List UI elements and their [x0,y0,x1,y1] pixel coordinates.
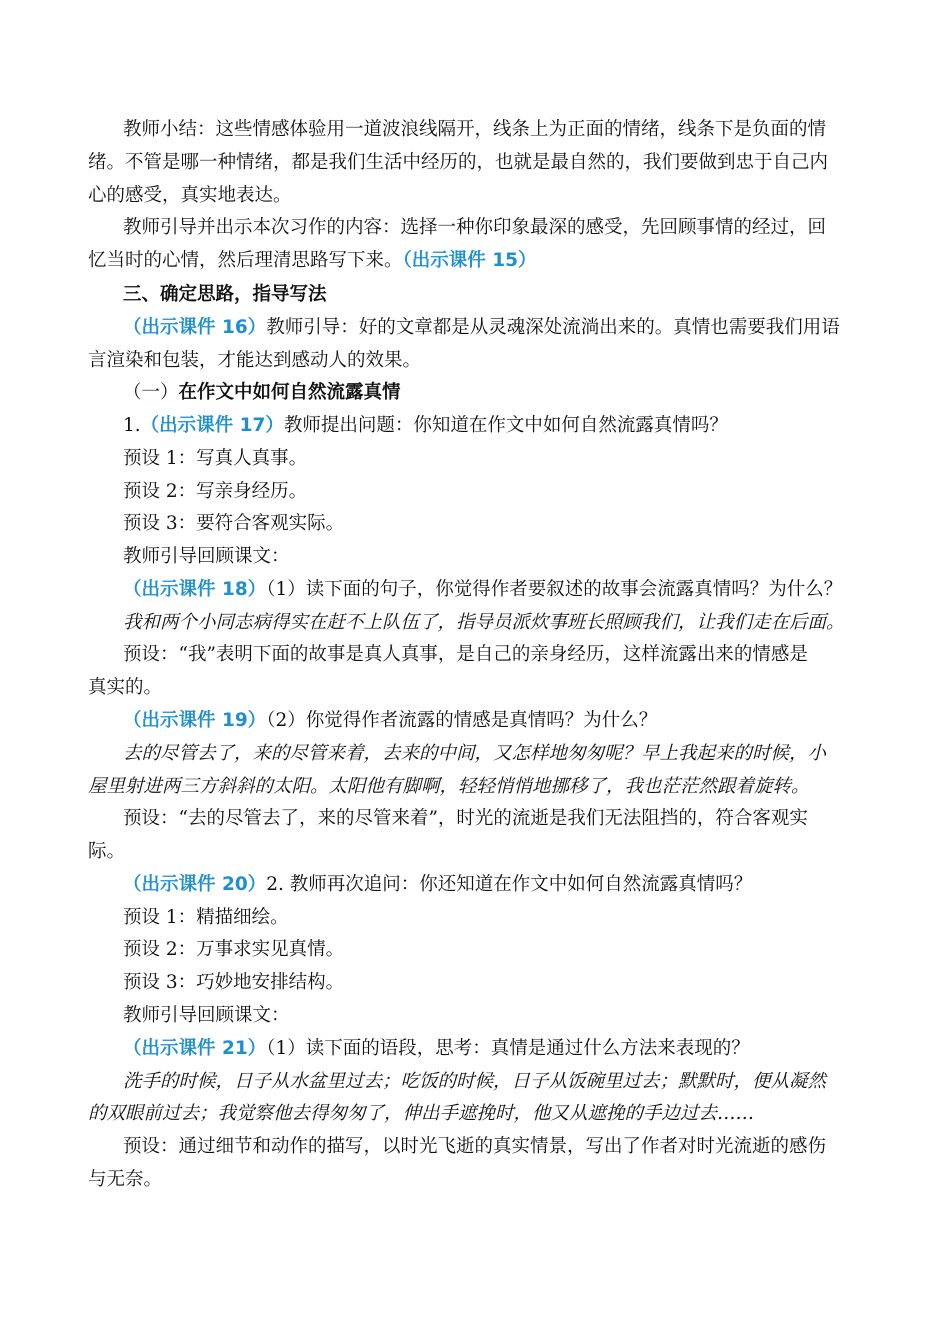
courseware-tag-19: （出示课件 19） [123,710,267,731]
task-line-2 [88,249,868,273]
quote-1: 我和两个小同志病得实在赶不上队伍了，指导员派炊事班长照顾我们，让我们走在后面。 [123,612,845,633]
courseware-tag-20: （出示课件 20） [123,874,267,895]
summary-line-2: 绪。不管是哪一种情绪，都是我们生活中经历的，也就是最自然的，我们要做到忠于自己内 [88,152,829,173]
reading-question-19 [123,709,868,733]
review-prompt-1: 教师引导回顾课文： [123,546,290,567]
review-prompt-2: 教师引导回顾课文： [123,1005,290,1026]
subsection-1-heading [123,381,868,405]
preset-b-2: 预设 2：万事求实见真情。 [123,939,345,960]
quote-3-line-1: 洗手的时候，日子从水盆里过去；吃饭的时候，日子从饭碗里过去；默默时，便从凝然 [123,1071,827,1092]
reading-question-19-text: （2）你觉得作者流露的情感是真情吗？为什么？ [266,710,658,731]
subsection-1-prefix: （一） [123,382,179,403]
guide-line-1-text: 教师引导：好的文章都是从灵魂深处流淌出来的。真情也需要我们用语 [266,317,840,338]
quote-2-line-2: 屋里射进两三方斜斜的太阳。太阳他有脚啊，轻轻悄悄地挪移了，我也茫茫然跟着旋转。 [88,776,810,797]
answer-3-line-2: 与无奈。 [88,1169,163,1190]
reading-question-18 [123,578,868,602]
quote-2-line-1: 去的尽管去了，来的尽管来着，去来的中间，又怎样地匆匆呢？早上我起来的时候，小 [123,743,827,764]
guide-line-2: 言渲染和包装，才能达到感动人的效果。 [88,350,422,371]
quote-3-line-2: 的双眼前过去；我觉察他去得匆匆了，伸出手遮挽时，他又从遮挽的手边过去…… [88,1103,755,1124]
preset-a-1: 预设 1：写真人真事。 [123,448,308,469]
answer-3-line-1: 预设：通过细节和动作的描写，以时光飞逝的真实情景，写出了作者对时光流逝的感伤 [123,1136,827,1157]
question-2-text: 2. 教师再次追问：你还知道在作文中如何自然流露真情吗？ [266,874,753,895]
preset-a-3: 预设 3：要符合客观实际。 [123,513,345,534]
answer-2-line-1: 预设：“去的尽管去了，来的尽管来着”，时光的流逝是我们无法阻挡的，符合客观实 [123,808,808,829]
question-1 [123,414,868,438]
reading-question-21 [123,1037,868,1061]
reading-question-18-text: （1）读下面的句子，你觉得作者要叙述的故事会流露真情吗？为什么？ [266,579,843,600]
summary-line-1: 教师小结：这些情感体验用一道波浪线隔开，线条上为正面的情绪，线条下是负面的情 [123,119,827,140]
preset-b-1: 预设 1：精描细绘。 [123,907,289,928]
subsection-1-title: 在作文中如何自然流露真情 [178,382,401,403]
courseware-tag-17: （出示课件 17） [140,415,284,436]
preset-a-2: 预设 2：写亲身经历。 [123,481,308,502]
answer-1-line-1: 预设：“我”表明下面的故事是真人真事，是自己的亲身经历，这样流露出来的情感是 [123,644,808,665]
guide-line-1 [123,316,868,340]
question-1-number: 1. [123,415,141,436]
question-1-text: 教师提出问题：你知道在作文中如何自然流露真情吗？ [283,415,728,436]
courseware-tag-18: （出示课件 18） [123,579,267,600]
answer-1-line-2: 真实的。 [88,677,163,698]
courseware-tag-21: （出示课件 21） [123,1038,267,1059]
answer-2-line-2: 际。 [88,841,126,862]
reading-question-21-text: （1）读下面的语段，思考：真情是通过什么方法来表现的？ [266,1038,750,1059]
question-2 [123,873,868,897]
courseware-tag-16: （出示课件 16） [123,317,267,338]
summary-line-3: 心的感受，真实地表达。 [88,185,292,206]
task-line-2-text: 忆当时的心情，然后理清思路写下来。 [88,250,403,271]
courseware-tag-15: （出示课件 15） [402,250,537,271]
section-3-heading: 三、确定思路，指导写法 [123,284,327,305]
preset-b-3: 预设 3：巧妙地安排结构。 [123,972,345,993]
task-line-1: 教师引导并出示本次习作的内容：选择一种你印象最深的感受，先回顾事情的经过，回 [123,217,827,238]
